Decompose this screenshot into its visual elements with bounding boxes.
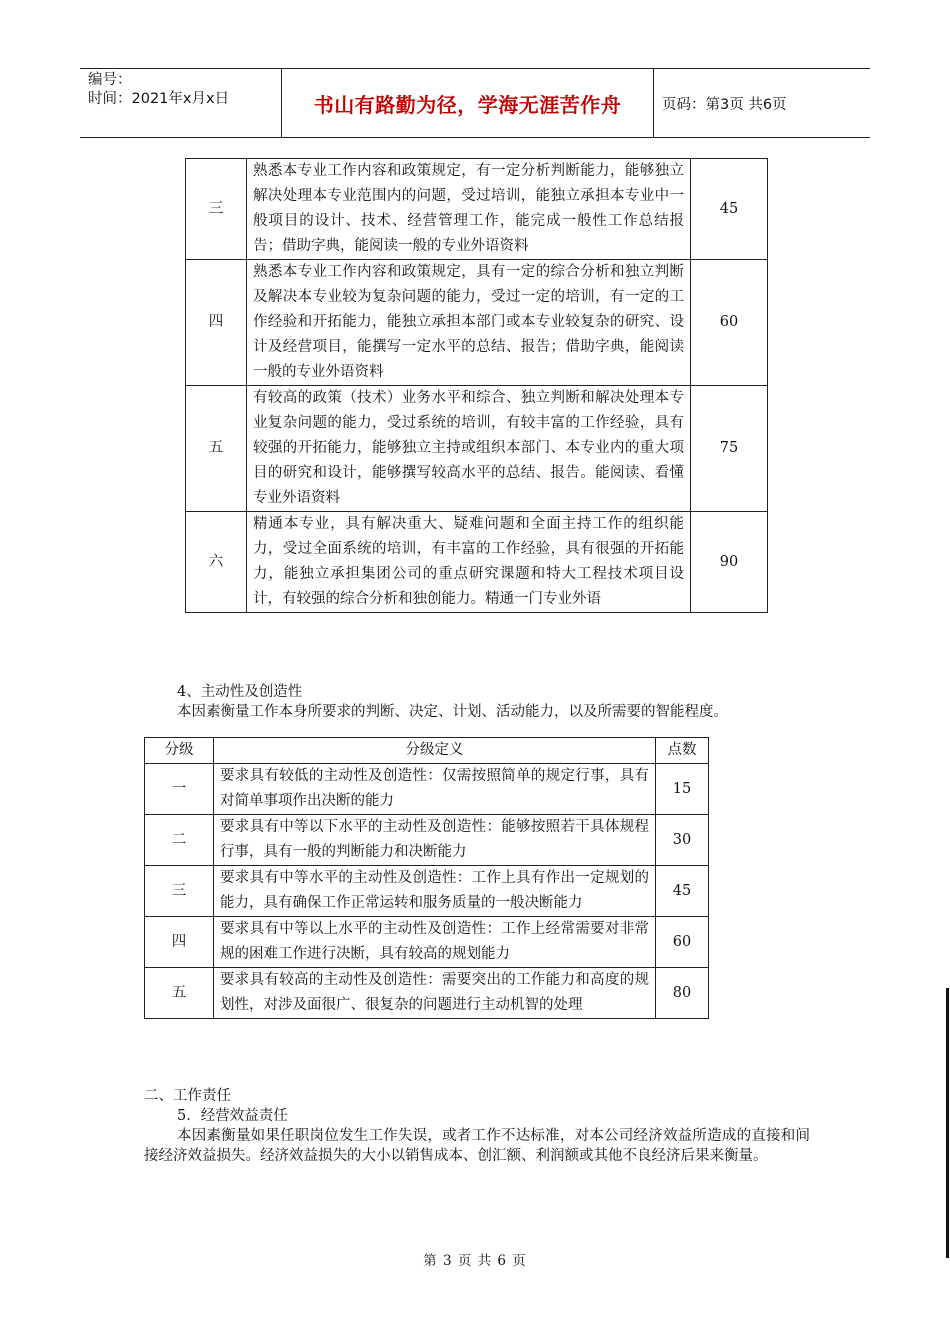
grade-cell: 三 <box>145 866 214 917</box>
points-cell: 75 <box>691 386 768 512</box>
table-row <box>186 159 768 260</box>
definition-cell: 要求具有中等以下水平的主动性及创造性：能够按照若干具体规程行事，具有一般的判断能力和决断能力 <box>214 815 656 866</box>
column-header-definition: 分级定义 <box>214 738 656 764</box>
header-motto: 书山有路勤为径，学海无涯苦作舟 <box>282 69 654 137</box>
table-row <box>145 815 709 866</box>
header-page-label: 页码：第3页 共6页 <box>662 96 787 113</box>
grade-table-knowledge <box>185 158 768 613</box>
points-cell: 60 <box>656 917 709 968</box>
definition-cell: 要求具有中等以上水平的主动性及创造性：工作上经常需要对非常规的困难工作进行决断，具有较高的规划能力 <box>214 917 656 968</box>
table-row <box>186 260 768 386</box>
grade-cell: 四 <box>145 917 214 968</box>
grade-table-initiative <box>144 737 709 1019</box>
points-cell: 30 <box>656 815 709 866</box>
table-row <box>145 866 709 917</box>
definition-cell: 熟悉本专业工作内容和政策规定，具有一定的综合分析和独立判断及解决本专业较为复杂问题的能力，受过一定的培训，有一定的工作经验和开拓能力，能独立承担本部门或本专业较复杂的研究、设计及经营项目，能撰写一定水平的总结、报告；借助字典，能阅读一般的专业外语资料 <box>247 260 691 386</box>
table-header-row <box>145 738 709 764</box>
definition-cell: 有较高的政策（技术）业务水平和综合、独立判断和解决处理本专业复杂问题的能力，受过系统的培训，有较丰富的工作经验，具有较强的开拓能力，能够独立主持或组织本部门、本专业内的重大项目的研究和设计，能够撰写较高水平的总结、报告。能阅读、看懂专业外语资料 <box>247 386 691 512</box>
points-cell: 60 <box>691 260 768 386</box>
definition-cell: 要求具有较低的主动性及创造性：仅需按照简单的规定行事，具有对简单事项作出决断的能力 <box>214 764 656 815</box>
grade-cell: 三 <box>186 159 247 260</box>
column-header-grade: 分级 <box>145 738 214 764</box>
points-cell: 45 <box>656 866 709 917</box>
definition-cell: 熟悉本专业工作内容和政策规定，有一定分析判断能力，能够独立解决处理本专业范围内的问题，受过培训，能独立承担本专业中一般项目的设计、技术、经营管理工作，能完成一般性工作总结报告；借助字典，能阅读一般的专业外语资料 <box>247 159 691 260</box>
points-cell: 80 <box>656 968 709 1019</box>
header-meta <box>80 69 282 137</box>
document-date-label: 时间：2021年x月x日 <box>88 91 230 107</box>
table-row <box>186 386 768 512</box>
table-row <box>145 917 709 968</box>
definition-cell: 精通本专业，具有解决重大、疑难问题和全面主持工作的组织能力，受过全面系统的培训，有丰富的工作经验，具有很强的开拓能力，能独立承担集团公司的重点研究课题和特大工程技术项目设计，有较强的综合分析和独创能力。精通一门专业外语 <box>247 512 691 613</box>
grade-cell: 四 <box>186 260 247 386</box>
table-row <box>186 512 768 613</box>
table-row <box>145 764 709 815</box>
grade-cell: 二 <box>145 815 214 866</box>
column-header-points: 点数 <box>656 738 709 764</box>
subsection-heading-economic: 5．经营效益责任 <box>177 1108 288 1124</box>
definition-cell: 要求具有较高的主动性及创造性：需要突出的工作能力和高度的规划性，对涉及面很广、很复杂的问题进行主动机智的处理 <box>214 968 656 1019</box>
section-description-initiative: 本因素衡量工作本身所要求的判断、决定、计划、活动能力，以及所需要的智能程度。 <box>177 704 728 720</box>
grade-cell: 一 <box>145 764 214 815</box>
grade-cell: 五 <box>145 968 214 1019</box>
document-number-label: 编号： <box>88 72 132 88</box>
points-cell: 90 <box>691 512 768 613</box>
grade-cell: 五 <box>186 386 247 512</box>
grade-cell: 六 <box>186 512 247 613</box>
section-heading-responsibility: 二、工作责任 <box>144 1088 231 1104</box>
points-cell: 45 <box>691 159 768 260</box>
page-header <box>80 68 870 138</box>
paragraph-economic-responsibility: 本因素衡量如果任职岗位发生工作失误，或者工作不达标准，对本公司经济效益所造成的直接和间接经济效益损失。经济效益损失的大小以销售成本、创汇额、利润额或其他不良经济后果来衡量。 <box>144 1128 810 1164</box>
definition-cell: 要求具有中等水平的主动性及创造性：工作上具有作出一定规划的能力，具有确保工作正常运转和服务质量的一般决断能力 <box>214 866 656 917</box>
section-heading-initiative: 4、主动性及创造性 <box>177 684 303 700</box>
points-cell: 15 <box>656 764 709 815</box>
table-row <box>145 968 709 1019</box>
margin-line <box>946 988 949 1258</box>
page-footer: 第 3 页 共 6 页 <box>423 1253 527 1269</box>
